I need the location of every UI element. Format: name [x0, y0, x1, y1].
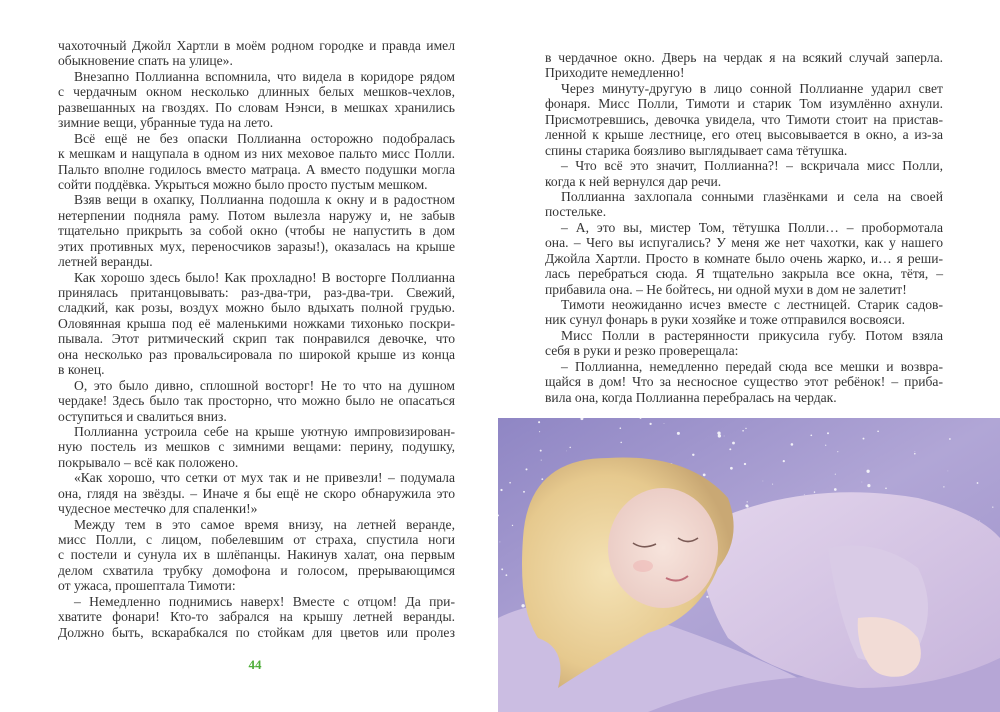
star	[772, 484, 773, 485]
left-page-text	[58, 38, 455, 640]
star	[569, 447, 571, 449]
star	[943, 486, 944, 487]
text-line: когда к ней вернулся дар речи.	[545, 173, 722, 189]
text-line: прибавила она. – Не бойтесь, ни одной мухи в дом не залетит!	[545, 281, 907, 297]
text-line: Внезапно Поллианна вспомнила, что видела в коридоре рядом	[74, 68, 455, 84]
text-line: себя в руки и резко проверещала:	[545, 343, 739, 359]
star	[915, 451, 916, 452]
star	[664, 423, 665, 424]
text-line: Между тем в это самое время внизу, на летней веранде,	[74, 516, 455, 532]
text-line: с постели и сунула их в шлёпанцы. Накинув халат, она первым	[58, 547, 455, 563]
star	[620, 442, 622, 444]
paragraph	[58, 378, 455, 424]
star	[729, 448, 731, 450]
text-line: пывала. Этот ритмический скрип так понравился девочке, что	[58, 331, 455, 347]
text-line: этих противных мух, переносчиков заразы!), оказалась на крыше	[58, 238, 455, 254]
paragraph	[545, 50, 943, 81]
star	[979, 521, 980, 522]
star	[746, 506, 748, 508]
text-line: фонаря. Мисс Полли, Тимоти и старик Том изумлённо ахнули.	[545, 96, 943, 112]
star	[706, 596, 708, 598]
star	[501, 568, 503, 570]
star	[677, 432, 680, 435]
text-line: ную постель из мешков с зимними вещами: перину, подушку,	[58, 439, 455, 455]
text-line: развешанных на гвоздях. По словам Нэнси, в мешках хранились	[58, 99, 455, 115]
star	[703, 474, 706, 477]
face	[608, 488, 718, 608]
paragraph	[545, 189, 943, 220]
star	[862, 482, 863, 483]
text-line: в конец.	[58, 362, 105, 378]
text-line: сойти поддёвка. Укрыться можно было просто пустым мешком.	[58, 176, 428, 192]
text-line: тщательно прикрыть за собой окно (чтобы не напустить в дом	[58, 223, 455, 239]
paragraph	[545, 297, 943, 328]
star	[914, 453, 916, 455]
star	[742, 430, 744, 432]
text-line: Мисс Полли в растерянности прикусила губу. Потом взяла	[561, 327, 943, 343]
text-line: она, глядя на звёзды. – Иначе я бы ещё не скоро обнаружила это	[58, 485, 455, 501]
star	[949, 438, 951, 440]
star	[566, 451, 567, 452]
star	[744, 463, 746, 465]
star	[523, 491, 525, 493]
star	[977, 482, 979, 484]
paragraph	[58, 424, 455, 470]
text-line: – Немедленно поднимись наверх! Вместе с отцом! Да при-	[74, 593, 455, 609]
paragraph	[58, 131, 455, 193]
text-line: к мешкам и нащупала в одном из них меховое пальто мисс Полли.	[58, 146, 455, 162]
text-line: Тимоти неожиданно исчез вместе с лестницей. Старик садов-	[561, 297, 943, 312]
paragraph	[58, 192, 455, 269]
star	[834, 488, 837, 491]
star	[499, 541, 500, 542]
star	[835, 474, 836, 475]
text-line: щайся в дом! Что за несносное существо этот ребёнок! – приба-	[545, 374, 943, 390]
star	[512, 525, 513, 526]
text-line: хватите фонари! Кто-то забрался на крышу летней веранды.	[58, 609, 455, 625]
star	[867, 484, 870, 487]
paragraph	[58, 517, 455, 594]
illustration-sleeping-girl	[498, 418, 1000, 712]
star	[804, 494, 805, 495]
star	[500, 489, 502, 491]
text-line: Оловянная крыша под её маленькими ножками тихонько поскри-	[58, 315, 455, 331]
star	[783, 460, 785, 462]
star	[877, 430, 879, 432]
text-line: Поллианна устроила себе на крыше уютную импровизирован-	[74, 423, 455, 439]
text-line: ник сунул фонарь в руки хозяйке и тоже отправился восвояси.	[545, 312, 906, 328]
star	[745, 428, 746, 429]
star	[717, 431, 720, 434]
text-line: Присмотревшись, девочка увидела, что Тимоти стоит на пристав-	[545, 111, 943, 127]
page-number: 44	[248, 657, 262, 672]
text-line: «Как хорошо, что сетки от мух так и не привезли! – подумала	[74, 470, 455, 486]
text-line: вила она, когда Поллианна перебралась на чердак.	[545, 389, 837, 405]
star	[541, 478, 543, 480]
paragraph	[58, 38, 455, 69]
star	[885, 488, 887, 490]
text-line: покрывало – всё как положено.	[58, 454, 239, 470]
star	[730, 467, 733, 470]
paragraph	[545, 328, 943, 359]
text-line: О, это было дивно, сплошной восторг! Не то что на душном	[74, 377, 455, 393]
star	[692, 454, 694, 456]
star	[863, 438, 865, 440]
text-line: ленной к крыше лестнице, его отец высовывается в окно, а из-за	[545, 127, 943, 143]
text-line: Взяв вещи в охапку, Поллианна подошла к окну и в радостном	[74, 192, 455, 208]
text-line: постельке.	[545, 204, 607, 220]
star	[810, 434, 812, 436]
cheek	[633, 560, 653, 572]
star	[538, 421, 540, 423]
text-line: Должно быть, вскарабкался по стойкам для цветов или пролез	[58, 624, 455, 640]
text-line: принялась пританцовывать: раз-два-три, раз-два-три. Свежий,	[58, 285, 455, 300]
paragraph	[545, 220, 943, 297]
text-line: в чердачное окно. Дверь на чердак я на всякий случай заперла.	[545, 50, 943, 65]
star	[866, 470, 869, 473]
text-line: Поллианна захлопала сонными глазёнками и села на своей	[561, 188, 943, 204]
text-line: Приходите немедленно!	[545, 65, 685, 81]
star	[791, 443, 794, 446]
text-line: летней веранды.	[58, 254, 153, 270]
text-line: нетерпении подняла раму. Потом вылезла наружу и, не забыв	[58, 207, 455, 223]
text-line: Пальто вполне годилось вместо матраца. А вместо подушки могла	[58, 161, 455, 177]
text-line: – Что всё это значит, Поллианна?! – вскричала мисс Полли,	[561, 158, 943, 174]
text-line: чахоточный Джойл Хартли в моём родном городке и правда имел	[58, 38, 455, 53]
text-line: лась перебраться сюда. Я тщательно закрыла все окна, тётя, –	[545, 266, 943, 282]
star	[827, 432, 829, 434]
text-line: делом схватила трубку домофона и голосом, прерывающимся	[58, 562, 455, 578]
text-line: она. – Чего вы испугались? У меня же нет чахотки, как у нашего	[545, 235, 943, 251]
text-line: Джойла Хартли. Просто в комнате было очень жарко, и… я реши-	[545, 250, 943, 266]
text-line: Как хорошо здесь было! Как прохладно! В восторге Поллианна	[74, 269, 455, 285]
star	[506, 574, 508, 576]
text-line: зимние вещи, убранные туда на лето.	[58, 115, 274, 131]
text-line: чудесное местечко для спаленки!»	[58, 501, 258, 517]
star	[837, 451, 838, 452]
paragraph	[545, 359, 943, 405]
text-line: она несколько раз провальсировала по широкой крыше из конца	[58, 346, 455, 362]
star	[526, 468, 528, 470]
star	[541, 460, 542, 461]
star	[620, 427, 622, 429]
star	[521, 604, 524, 607]
paragraph	[545, 81, 943, 158]
star	[649, 423, 651, 425]
text-line: обыкновение спать на улице».	[58, 53, 233, 69]
text-line: Через минуту-другую в лицо сонной Поллианне ударил свет	[561, 80, 943, 96]
star	[732, 442, 735, 445]
star	[814, 491, 815, 492]
star	[539, 431, 540, 432]
star	[509, 482, 511, 484]
text-line: Всё ещё не без опаски Поллианна осторожно подобралась	[74, 130, 455, 146]
text-line: от ужаса, прошептала Тимоти:	[58, 578, 236, 594]
star	[948, 471, 949, 472]
paragraph	[58, 594, 455, 640]
text-line: оступиться и свалиться вниз.	[58, 408, 227, 424]
text-line: с чердачным окном несколько длинных белых мешков-чехлов,	[58, 84, 455, 100]
star	[718, 434, 721, 437]
text-line: – А, это вы, мистер Том, тётушка Полли… – пробормотала	[561, 219, 943, 235]
paragraph	[58, 69, 455, 131]
star	[724, 436, 725, 437]
text-line: чердаке! Здесь было так просторно, что можно было не опасаться	[58, 393, 455, 409]
star	[747, 501, 748, 502]
star	[825, 445, 826, 446]
star	[992, 506, 993, 507]
text-line: сладкий, как розы, воздух можно было вдыхать полной грудью.	[58, 300, 455, 316]
right-page-text	[545, 50, 943, 405]
paragraph	[58, 270, 455, 378]
star	[540, 450, 542, 452]
paragraph	[545, 158, 943, 189]
right-page	[500, 0, 1000, 712]
text-line: – Поллианна, немедленно передай сюда все мешки и возвра-	[561, 358, 943, 374]
text-line: мисс Полли, с лицом, побелевшим от страха, спустила ноги	[58, 532, 455, 547]
star	[763, 481, 764, 482]
paragraph	[58, 470, 455, 516]
text-line: спины старика боязливо выглядывает сама тётушка.	[545, 142, 848, 158]
